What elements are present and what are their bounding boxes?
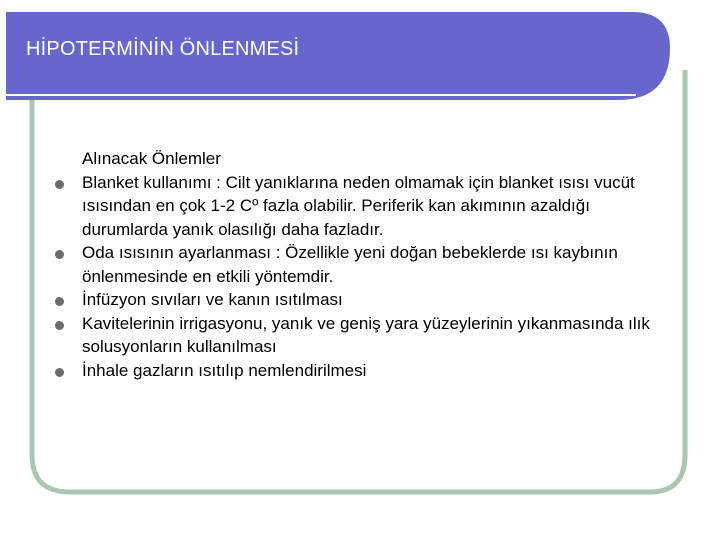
bullet-text: İnfüzyon sıvıları ve kanın ısıtılması	[82, 290, 343, 309]
bullet-text: Oda ısısının ayarlanması : Özellikle yeni doğan bebeklerde ısı kaybının önlenmesinde en etkili yöntemdir.	[82, 243, 618, 286]
bullet-item	[52, 171, 652, 242]
bullet-item	[52, 288, 652, 312]
bullet-text: Kavitelerinin irrigasyonu, yanık ve geniş yara yüzeylerinin yıkanmasında ılık solusyonların kullanılması	[82, 313, 650, 356]
bullet-text: Blanket kullanımı : Cilt yanıklarına neden olmamak için blanket ısısı vucüt ısısından en çok 1-2 Cº fazla olabilir. Periferik kan akımının azaldığı durumlarda yanık olasılığı daha fazladır.	[82, 172, 635, 239]
bullet-item	[52, 312, 652, 359]
slide-content	[52, 147, 652, 382]
bullet-item	[52, 241, 652, 288]
bullet-list	[52, 171, 652, 383]
bullet-dot-icon	[55, 368, 64, 377]
bullet-text: İnhale gazların ısıtılıp nemlendirilmesi	[82, 360, 367, 380]
bullet-dot-icon	[55, 250, 64, 259]
bullet-item	[52, 359, 652, 383]
bullet-dot-icon	[55, 321, 64, 330]
bullet-dot-icon	[55, 297, 64, 306]
slide-title: HİPOTERMİNİN ÖNLENMESİ	[26, 38, 300, 60]
section-heading: Alınacak Önlemler	[82, 149, 221, 168]
bullet-dot-icon	[55, 180, 64, 189]
